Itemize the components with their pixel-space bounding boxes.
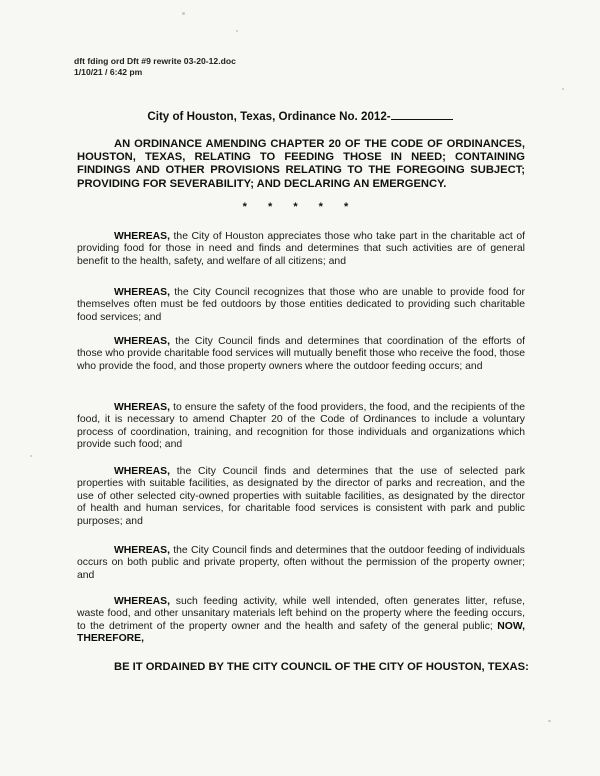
scan-speck <box>562 88 564 90</box>
whereas-clause-4 <box>77 402 525 452</box>
whereas-clause-6 <box>77 545 525 582</box>
whereas-label: WHEREAS, <box>114 287 170 298</box>
clause-text: the City of Houston appreciates those who take part in the charitable act of providing food for those in need and finds and determines that such activities are of general benefit to the health, safety, and welfare of all citizens; and <box>77 231 525 267</box>
ordinance-number-blank <box>391 109 453 120</box>
whereas-label: WHEREAS, <box>114 336 170 347</box>
whereas-clause-3 <box>77 336 525 373</box>
file-timestamp: 1/10/21 / 6:42 pm <box>74 67 143 77</box>
scan-speck <box>30 455 32 457</box>
scan-speck <box>236 30 238 32</box>
whereas-label: WHEREAS, <box>114 402 170 413</box>
scan-speck <box>182 12 185 15</box>
clause-text: the City Council finds and determines that the outdoor feeding of individuals occurs on both public and private property, often without the permission of the property owner; and <box>77 545 525 581</box>
whereas-label: WHEREAS, <box>114 231 170 242</box>
clause-text: the City Council finds and determines that coordination of the efforts of those who provide charitable food services will mutually benefit those who receive the food, those who provide the food, and those property owners where the outdoor feeding occurs; and <box>77 336 525 372</box>
caption-text: AN ORDINANCE AMENDING CHAPTER 20 OF THE CODE OF ORDINANCES, HOUSTON, TEXAS, RELATING TO FEEDING THOSE IN NEED; CONTAINING FINDINGS AND OTHER PROVISIONS RELATING TO THE FOREGOING SUBJECT; PROVIDING FOR SEVERABILITY; AND DECLARING AN EMERGENCY. <box>77 138 525 190</box>
whereas-clause-5 <box>77 466 525 528</box>
file-header <box>74 56 236 78</box>
clause-text: the City Council finds and determines that the use of selected park properties with suitable facilities, as designated by the director of parks and recreation, and the use of other selected city-owned properties with suitable facilities, as designated by the director of health and human services, for charitable food services is consistent with park and public purposes; and <box>77 466 526 527</box>
clause-text: to ensure the safety of the food providers, the food, and the recipients of the food, it is necessary to amend Chapter 20 of the Code of Ordinances to include a voluntary process of coordination, training, and recognition for those individuals and organizations which provide such food; and <box>77 402 526 451</box>
file-name: dft fding ord Dft #9 rewrite 03-20-12.doc <box>74 56 236 66</box>
whereas-clause-7 <box>77 596 525 646</box>
whereas-label: WHEREAS, <box>114 466 170 477</box>
scan-speck <box>548 720 551 722</box>
now-therefore: NOW, THEREFORE, <box>77 620 525 645</box>
whereas-clause-2 <box>77 287 525 324</box>
whereas-clause-1 <box>77 231 525 268</box>
ordinance-title <box>0 109 600 123</box>
clause-text: such feeding activity, while well intended, often generates litter, refuse, waste food, and other unsanitary materials left behind on the property where the feeding occurs, to the detriment of the property owner and the health and safety of the general public; <box>77 596 525 632</box>
whereas-label: WHEREAS, <box>114 596 170 607</box>
whereas-label: WHEREAS, <box>114 545 170 556</box>
ordinance-caption <box>77 138 525 191</box>
ordinance-title-text: City of Houston, Texas, Ordinance No. 2012- <box>147 110 391 123</box>
clause-text: the City Council recognizes that those who are unable to provide food for themselves often must be fed outdoors by those entities dedicated to providing such charitable food services; and <box>77 287 525 323</box>
enacting-clause: BE IT ORDAINED BY THE CITY COUNCIL OF THE CITY OF HOUSTON, TEXAS: <box>114 661 529 673</box>
section-separator: * * * * * <box>242 201 358 213</box>
